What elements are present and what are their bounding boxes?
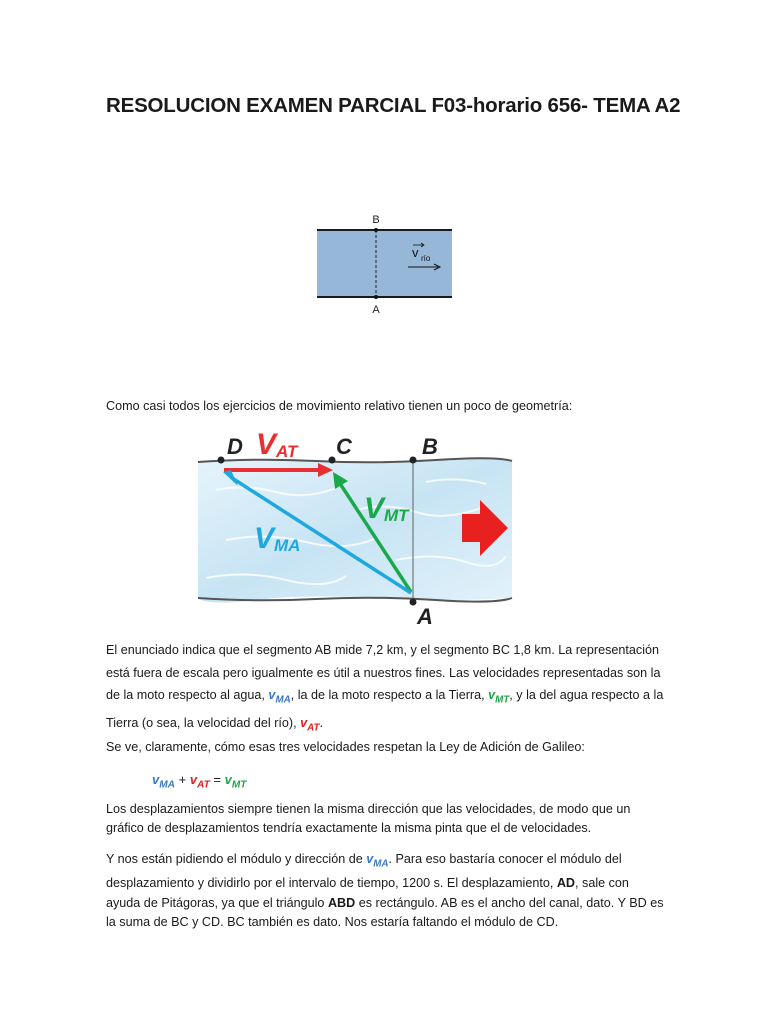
label-a: A: [372, 304, 380, 316]
point-d-dot: [218, 457, 225, 464]
river-velocity-symbol: v: [412, 245, 419, 260]
velocity-triangle-figure: [196, 430, 516, 630]
method-ad: AD: [556, 876, 576, 891]
method-text-3: , sale con ayuda de Pitágoras, ya que el triángulo: [106, 876, 629, 910]
statement-paragraph: [106, 639, 666, 740]
label-d: D: [227, 434, 243, 459]
method-text-2: . Para eso bastaría conocer el módulo del desplazamiento y dividirlo por el intervalo de tiempo, 1200 s. El desplazamiento,: [106, 852, 622, 891]
page-title: RESOLUCION EXAMEN PARCIAL F03-horario 656- TEMA A2: [106, 94, 681, 117]
displacement-paragraph: Los desplazamientos siempre tienen la misma dirección que las velocidades, de modo que un gráfico de desplazamientos tendría exactamente la misma pinta que el de velocidades.: [106, 802, 631, 835]
vmt-label-main: V: [364, 492, 385, 525]
vma-inline: $v_{MA}$: [268, 688, 291, 706]
eq-vat: $v_{AT}$: [189, 772, 210, 791]
vmt-label-sub: MT: [384, 506, 409, 525]
label-b2: B: [422, 434, 438, 459]
method-text-4: es rectángulo. AB es el ancho del canal, dato. Y BD es la suma de BC y CD. BC también es dato. Nos estaría faltando el módulo de CD.: [106, 895, 664, 930]
point-c-dot: [329, 457, 336, 464]
label-b: B: [372, 214, 380, 226]
statement-text-4: .: [319, 716, 323, 731]
method-text-1: Y nos están pidiendo el módulo y dirección de: [106, 852, 367, 866]
eq-vmt: $v_{MT}$: [224, 772, 247, 791]
method-paragraph: [106, 850, 666, 933]
point-a-marker: [374, 295, 378, 299]
galileo-equation: $v_{MA} + v_{AT} = v_{MT}$: [152, 772, 247, 791]
point-a-dot: [410, 599, 417, 606]
label-a2: A: [417, 604, 433, 629]
vma-label-main: V: [254, 522, 275, 555]
intro-paragraph: Como casi todos los ejercicios de movimiento relativo tienen un poco de geometría:: [106, 399, 573, 413]
river-water: [317, 230, 452, 297]
vma-label-sub: MA: [274, 536, 301, 555]
statement-text-3: , y la del agua respecto a la Tierra (o sea, la velocidad del río),: [106, 688, 664, 731]
vat-inline: $v_{AT}$: [300, 716, 320, 734]
river-channel-figure: [300, 205, 470, 330]
point-b-dot: [410, 457, 417, 464]
statement-text-1: El enunciado indica que el segmento AB mide 7,2 km, y el segmento BC 1,8 km. La representación está fuera de escala pero igualmente es útil a nuestros fines. Las velocidades representadas son la de la moto respecto al agua,: [106, 643, 661, 702]
point-b-marker: [374, 228, 378, 232]
river-velocity-sub: río: [421, 254, 431, 263]
method-abd: ABD: [327, 895, 356, 910]
method-vma: $v_{MA}$: [366, 852, 389, 870]
label-c: C: [336, 434, 352, 459]
vat-label-main: V: [256, 430, 277, 461]
vat-label-sub: AT: [276, 442, 298, 461]
vmt-inline: $v_{MT}$: [488, 688, 510, 706]
eq-vma: $v_{MA}$: [152, 772, 175, 791]
statement-text-2: , la de la moto respecto a la Tierra,: [290, 688, 489, 702]
galileo-paragraph: Se ve, claramente, cómo esas tres velocidades respetan la Ley de Adición de Galileo:: [106, 740, 585, 754]
